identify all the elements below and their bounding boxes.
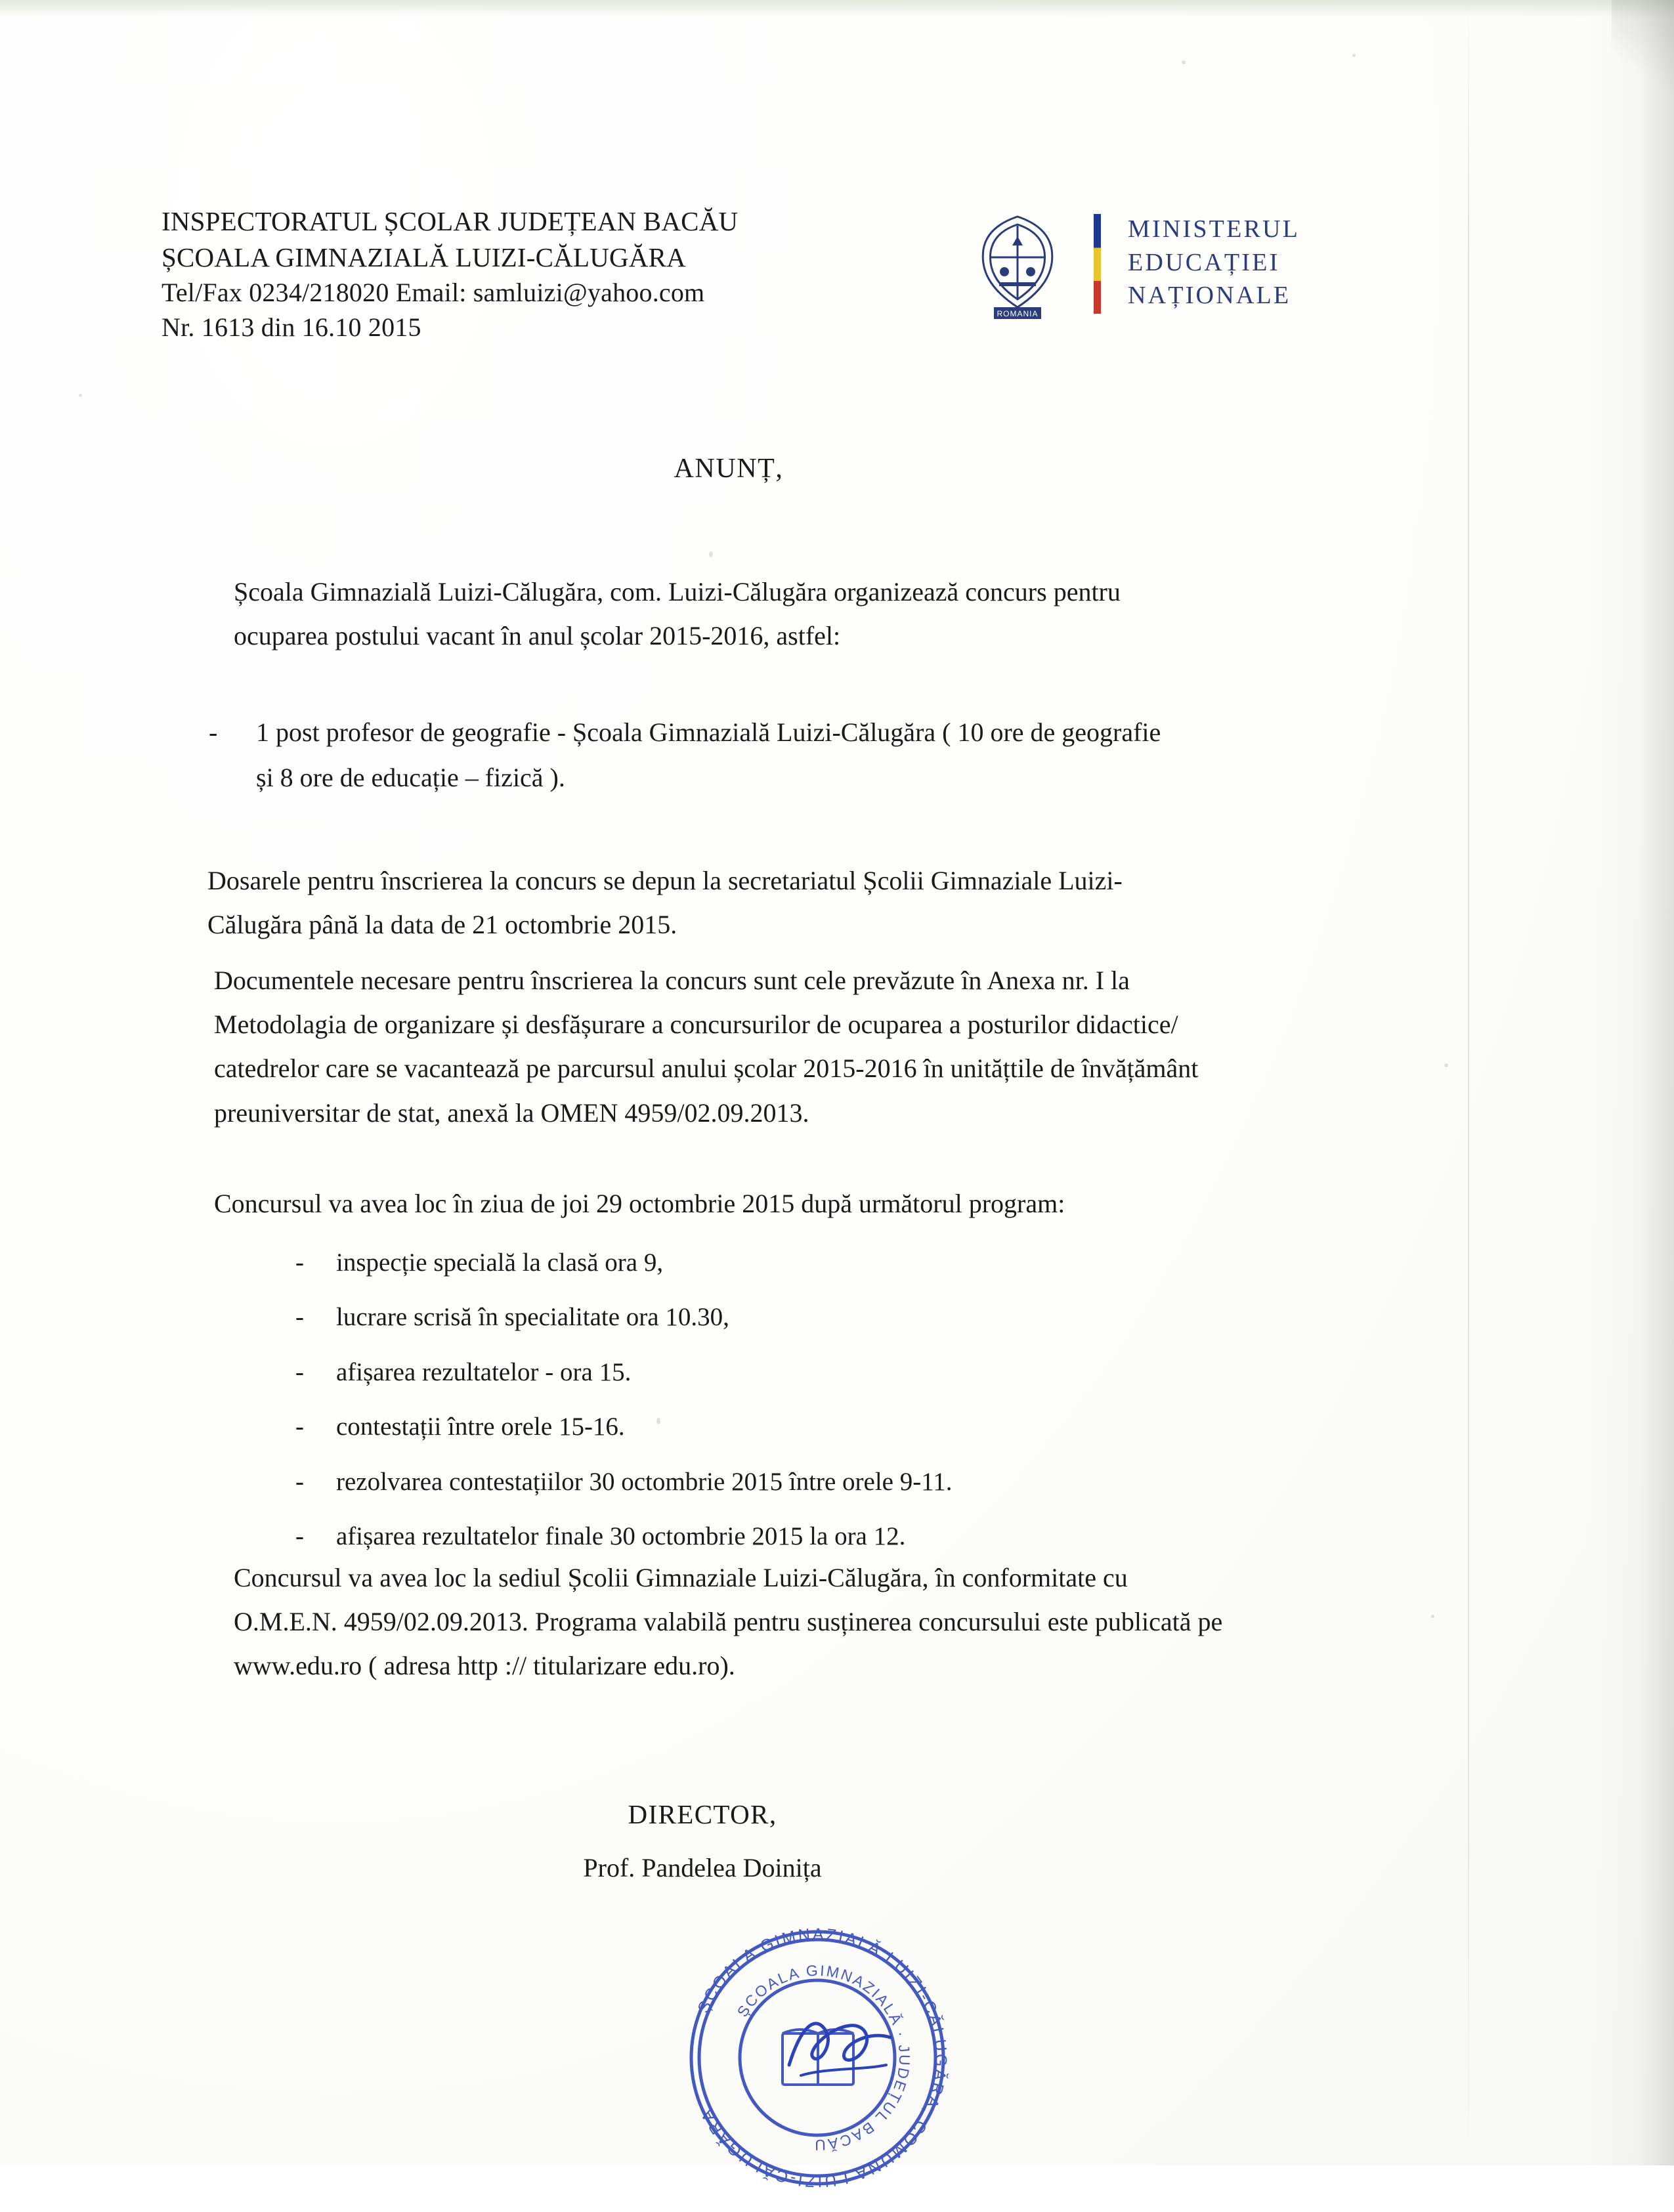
romania-coat-of-arms-icon <box>965 211 1070 323</box>
scan-speck <box>709 551 713 557</box>
paragraph-location-line-3: www.edu.ro ( adresa http :// titularizare edu.ro). <box>234 1651 735 1681</box>
bullet-indent-spacer <box>209 755 256 801</box>
signature-name: Prof. Pandelea Doinița <box>583 1853 822 1882</box>
list-item <box>295 1235 1346 1290</box>
ministry-line-2: EDUCAȚIEI <box>1128 248 1280 276</box>
scan-speck <box>1182 60 1186 64</box>
svg-text:ȘCOALA GIMNAZIALĂ LUIZI-CĂLUGĂ: ȘCOALA GIMNAZIALĂ LUIZI-CĂLUGĂRA, COMUNA LUIZI-CĂLUGĂRA <box>694 1925 951 2191</box>
header-school: ȘCOALA GIMNAZIALĂ LUIZI-CĂLUGĂRA <box>161 242 686 272</box>
school-header <box>161 203 884 345</box>
list-item-continuation <box>209 755 1404 801</box>
bullet-dash-icon: - <box>295 1467 304 1496</box>
paragraph-documents-line-2: Metodolagia de organizare și desfășurare a concursurilor de ocuparea a posturilor didactice/ <box>214 1010 1178 1040</box>
paragraph-documents-line-3: catedrelor care se vacantează pe parcursul anului școlar 2015-2016 în unitățtile de învățământ <box>214 1053 1199 1084</box>
romanian-flag-bar-icon <box>1094 214 1101 314</box>
official-stamp <box>663 1904 972 2212</box>
paragraph-location-and-program <box>161 1556 1402 1688</box>
schedule-item-text: lucrare scrisă în specialitate ora 10.30, <box>336 1303 729 1332</box>
vacant-post-line-2: și 8 ore de educație – fizică ). <box>256 762 565 792</box>
list-item <box>295 1290 1346 1344</box>
ministry-name <box>1128 213 1300 312</box>
vacant-post-line-1: 1 post profesor de geografie - Școala Gimnazială Luizi-Călugăra ( 10 ore de geografie <box>256 717 1161 747</box>
bullet-dash-icon: - <box>295 1248 304 1277</box>
scan-speck <box>1431 1615 1434 1618</box>
schedule-item-text: afișarea rezultatelor finale 30 octombrie 2015 la ora 12. <box>336 1522 906 1551</box>
paragraph-intro-line-1: Școala Gimnazială Luizi-Călugăra, com. Luizi-Călugăra organizează concurs pentru <box>234 577 1121 606</box>
paragraph-documents-line-4: preuniversitar de stat, anexă la OMEN 4959/02.09.2013. <box>214 1097 809 1128</box>
handwritten-signature <box>781 2002 899 2087</box>
bullet-dash-icon: - <box>295 1357 304 1386</box>
signature-title: DIRECTOR, <box>628 1799 777 1829</box>
schedule-item-text: inspecție specială la clasă ora 9, <box>336 1248 664 1277</box>
scan-speck <box>656 1418 660 1424</box>
vacant-post-list <box>209 710 1404 801</box>
list-item <box>295 1399 1346 1454</box>
document-title: ANUNȚ, <box>674 454 784 484</box>
coat-banner-text: ROMANIA <box>997 309 1039 318</box>
bullet-dash-icon: - <box>295 1303 304 1332</box>
paragraph-intro-line-2: ocuparea postului vacant în anul școlar 2015-2016, astfel: <box>234 621 841 651</box>
paragraph-files-deadline <box>161 859 1396 946</box>
list-item <box>209 710 1404 755</box>
ministry-line-1: MINISTERUL <box>1128 215 1300 243</box>
paragraph-files-line-1: Dosarele pentru înscrierea la concurs se depun la secretariatul Școlii Gimnaziale Luizi- <box>207 866 1123 895</box>
paragraph-files-line-2: Călugăra până la data de 21 octombrie 2015. <box>207 910 677 940</box>
schedule-item-text: contestații între orele 15-16. <box>336 1413 625 1441</box>
header-registration-number: Nr. 1613 din 16.10 2015 <box>161 312 421 343</box>
bullet-dash-icon: - <box>209 717 218 747</box>
scan-corner-shadow <box>1612 0 1674 118</box>
scan-speck <box>1352 54 1356 57</box>
paragraph-documents-line-1: Documentele necesare pentru înscrierea la concurs sunt cele prevăzute în Anexa nr. I la <box>214 966 1130 995</box>
bullet-dash-icon: - <box>295 1413 304 1441</box>
header-contact: Tel/Fax 0234/218020 Email: samluizi@yahoo.com <box>161 278 705 308</box>
list-item <box>295 1345 1346 1399</box>
ministry-line-3: NAȚIONALE <box>1128 282 1291 310</box>
exam-schedule-list <box>295 1235 1346 1564</box>
paragraph-location-line-1: Concursul va avea loc la sediul Școlii Gimnaziale Luizi-Călugăra, în conformitate cu <box>234 1563 1128 1592</box>
bullet-dash-icon: - <box>295 1522 304 1551</box>
schedule-item-text: rezolvarea contestațiilor 30 octombrie 2015 între orele 9-11. <box>336 1467 953 1496</box>
scan-speck <box>1444 1063 1448 1067</box>
paragraph-location-line-2: O.M.E.N. 4959/02.09.2013. Programa valabilă pentru susținerea concursului este publicată pe <box>234 1607 1223 1637</box>
paragraph-exam-date: Concursul va avea loc în ziua de joi 29 octombrie 2015 după următorul program: <box>214 1189 1065 1218</box>
ministry-logo-block <box>965 209 1425 327</box>
list-item <box>295 1455 1346 1509</box>
paragraph-intro <box>161 570 1389 658</box>
svg-text:ȘCOALA GIMNAZIALĂ · JUDEȚUL BA: ȘCOALA GIMNAZIALĂ · JUDEȚUL BACĂU <box>733 1961 914 2154</box>
schedule-item-text: afișarea rezultatelor - ora 15. <box>336 1357 632 1386</box>
paragraph-required-documents <box>161 958 1402 1135</box>
signature-block <box>407 1798 998 1883</box>
scan-speck <box>79 394 82 397</box>
header-inspectorate: INSPECTORATUL ȘCOLAR JUDEȚEAN BACĂU <box>161 206 739 236</box>
